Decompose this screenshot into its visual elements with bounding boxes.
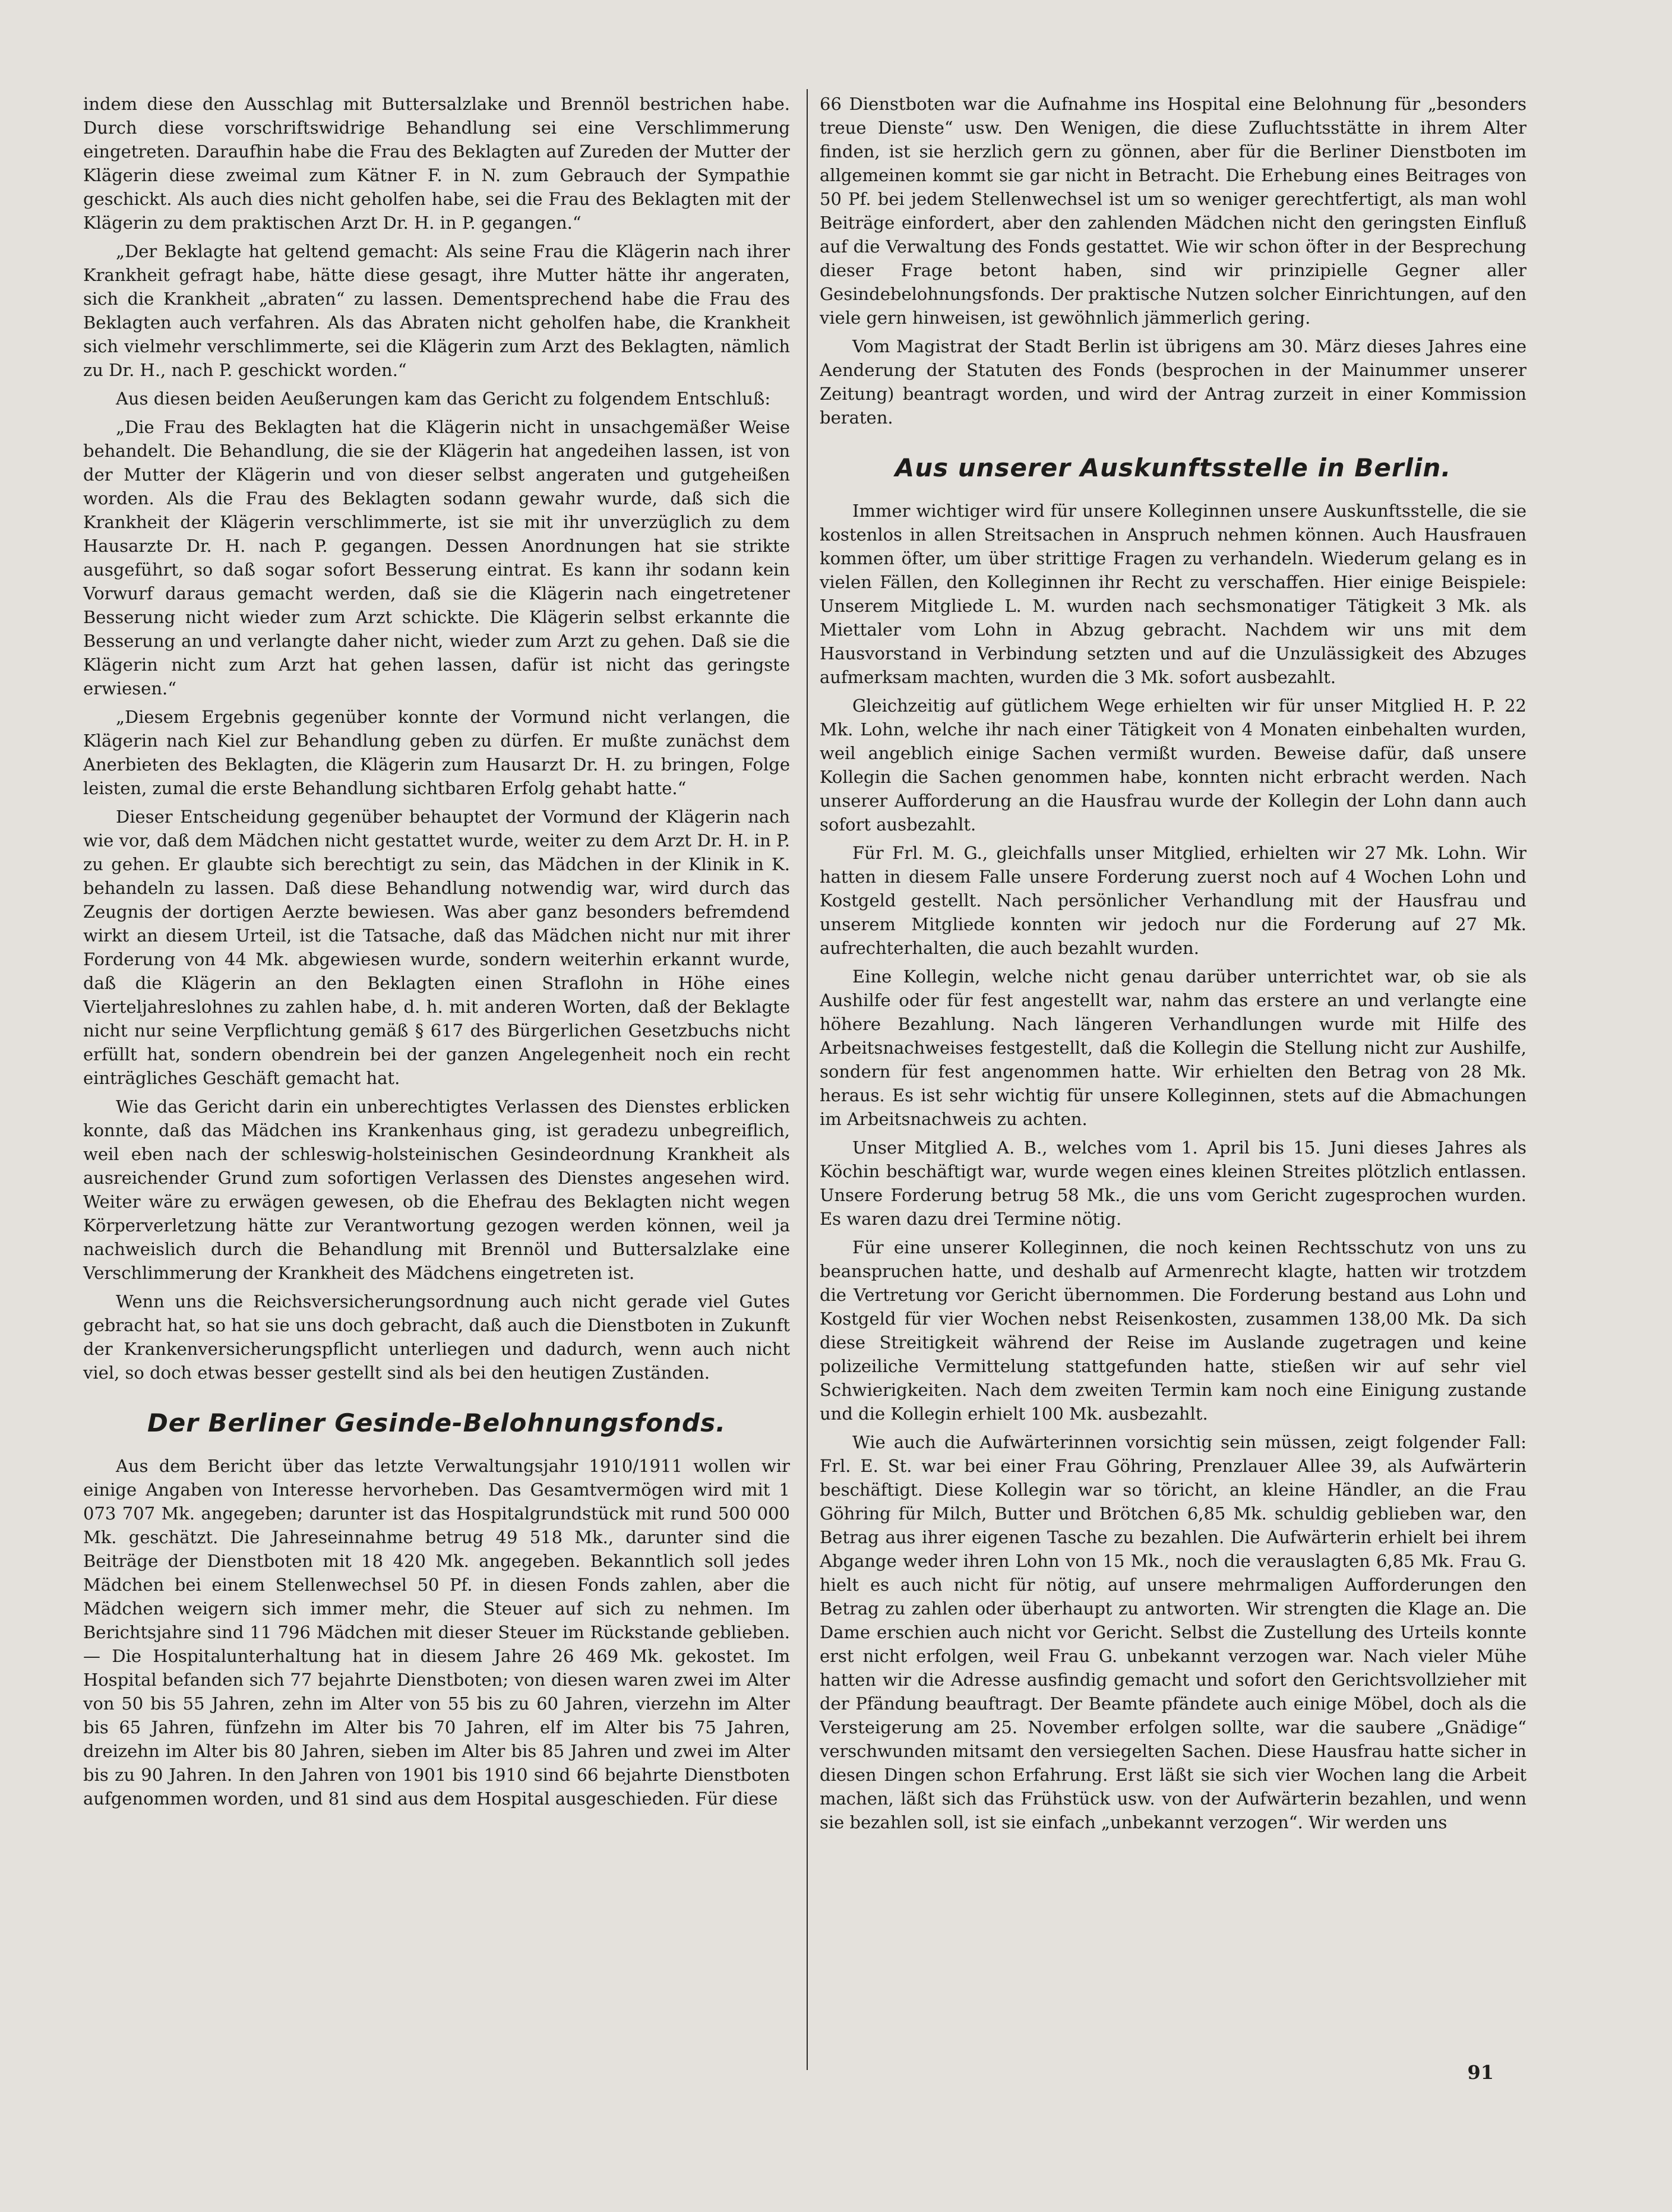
paragraph: Immer wichtiger wird für unsere Kolleginnen unsere Auskunftsstelle, die sie kostenlos in allen Streitsachen in Anspruch nehmen können. Auch Hausfrauen kommen öfter, um über strittige Fragen zu verhandeln. Wiederum gelang es in vielen Fällen, den Kolleginnen ihr Recht zu verschaffen. Hier einige Beispiele: Unserem Mitgliede L. M. wurden nach sechsmonatiger Tätigkeit 3 Mk. als Miettaler vom Lohn in Abzug gebracht. Nachdem wir uns mit dem Hausvorstand in Verbindung setzten und auf die Unzulässigkeit des Abzuges aufmerksam machten, wurden die 3 Mk. sofort ausbezahlt. xyxy=(820,501,1526,687)
paragraph: Wie auch die Aufwärterinnen vorsichtig sein müssen, zeigt folgender Fall: Frl. E. St. war bei einer Frau Göhring, Prenzlauer Allee 39, als Aufwärterin beschäftigt. Diese Kollegin war so töricht, an kleine Händler, an die Frau Göhring für Milch, Butter und Brötchen 6,85 Mk. schuldig geblieben war, den Betrag aus ihrer eigenen Tasche zu bezahlen. Die Aufwärterin erhielt bei ihrem Abgange weder ihren Lohn von 15 Mk., noch die verauslagten 6,85 Mk. Frau G. hielt es auch nicht für nötig, auf unsere mehrmaligen Aufforderungen den Betrag zu zahlen oder überhaupt zu antworten. Wir strengten die Klage an. Die Dame erschien auch nicht vor Gericht. Selbst die Zustellung des Urteils konnte erst nicht erfolgen, weil Frau G. unbekannt verzogen war. Nach vieler Mühe hatten wir die Adresse ausfindig gemacht und sofort den Gerichtsvollzieher mit der Pfändung beauftragt. Der Beamte pfändete auch einige Möbel, doch als die Versteigerung am 25. November erfolgen sollte, war die saubere „Gnädige“ verschwunden mitsamt den versiegelten Sachen. Diese Hausfrau hatte sicher in diesen Dingen schon Erfahrung. Erst läßt sie sich vier Wochen lang die Arbeit machen, läßt sich das Frühstück usw. von der Aufwärterin bezahlen, und wenn sie bezahlen soll, ist sie einfach „unbekannt verzogen“. Wir werden uns xyxy=(820,1432,1526,1832)
section-heading: Der Berliner Gesinde-Belohnungsfonds. xyxy=(147,1408,726,1437)
paragraph: „Der Beklagte hat geltend gemacht: Als seine Frau die Klägerin nach ihrer Krankheit gefragt habe, hätte diese gesagt, ihre Mutter hätte ihr angeraten, sich die Krankheit „abraten“ zu lassen. Dementsprechend habe die Frau des Beklagten auch verfahren. Als das Abraten nicht geholfen habe, die Krankheit sich vielmehr verschlimmerte, sei die Klägerin zum Arzt des Beklagten, nämlich zu Dr. H., nach P. geschickt worden.“ xyxy=(83,241,790,380)
paragraph: Vom Magistrat der Stadt Berlin ist übrigens am 30. März dieses Jahres eine Aenderung der Statuten des Fonds (besprochen in der Mainummer unserer Zeitung) beantragt worden, und wird der Antrag zurzeit in einer Kommission beraten. xyxy=(820,336,1526,428)
paragraph: Unser Mitglied A. B., welches vom 1. April bis 15. Juni dieses Jahres als Köchin beschäftigt war, wurde wegen eines kleinen Streites plötzlich entlassen. Unsere Forderung betrug 58 Mk., die uns vom Gericht zugesprochen wurden. Es waren dazu drei Termine nötig. xyxy=(820,1137,1526,1229)
section-heading: Aus unserer Auskunftsstelle in Berlin. xyxy=(895,453,1452,482)
paragraph: Aus dem Bericht über das letzte Verwaltungsjahr 1910/1911 wollen wir einige Angaben von Interesse hervorheben. Das Gesamtvermögen wird mit 1 073 707 Mk. angegeben; darunter ist das Hospitalgrundstück mit rund 500 000 Mk. geschätzt. Die Jahreseinnahme betrug 49 518 Mk., darunter sind die Beiträge der Dienstboten mit 18 420 Mk. angegeben. Bekanntlich soll jedes Mädchen bei einem Stellenwechsel 50 Pf. in diesen Fonds zahlen, aber die Mädchen weigern sich immer mehr, die Steuer auf sich zu nehmen. Im Berichtsjahre sind 11 796 Mädchen mit dieser Steuer im Rückstande geblieben. — Die Hospitalunterhaltung hat in diesem Jahre 26 469 Mk. gekostet. Im Hospital befanden sich 77 bejahrte Dienstboten; von diesen waren zwei im Alter von 50 bis 55 Jahren, zehn im Alter von 55 bis zu 60 Jahren, vierzehn im Alter bis 65 Jahren, fünfzehn im Alter bis 70 Jahren, elf im Alter bis 75 Jahren, dreizehn im Alter bis 80 Jahren, sieben im Alter bis 85 Jahren und zwei im Alter bis zu 90 Jahren. In den Jahren von 1901 bis 1910 sind 66 bejahrte Dienstboten aufgenommen worden, und 81 sind aus dem Hospital ausgeschieden. Für diese xyxy=(83,1456,790,1809)
paragraph: Aus diesen beiden Aeußerungen kam das Gericht zu folgendem Entschluß: xyxy=(116,388,771,409)
paragraph: Eine Kollegin, welche nicht genau darüber unterrichtet war, ob sie als Aushilfe oder für fest angestellt war, nahm das erstere an und verlangte eine höhere Bezahlung. Nach längeren Verhandlungen wurde mit Hilfe des Arbeitsnachweises festgestellt, daß die Kollegin die Stellung nicht zur Aushilfe, sondern für fest angenommen hatte. Wir erhielten den Betrag von 28 Mk. heraus. Es ist sehr wichtig für unsere Kolleginnen, stets auf die Abmachungen im Arbeitsnachweis zu achten. xyxy=(820,966,1526,1129)
paragraph: 66 Dienstboten war die Aufnahme ins Hospital eine Belohnung für „besonders treue Dienste“ usw. Den Wenigen, die diese Zufluchtsstätte in ihrem Alter finden, ist sie herzlich gern zu gönnen, aber für die Berliner Dienstboten im allgemeinen kommt sie gar nicht in Betracht. Die Erhebung eines Beitrages von 50 Pf. bei jedem Stellenwechsel ist um so weniger gerechtfertigt, als man wohl Beiträge einfordert, aber den zahlenden Mädchen nicht den geringsten Einfluß auf die Verwaltung des Fonds gestattet. Wie wir schon öfter in der Besprechung dieser Frage betont haben, sind wir prinzipielle Gegner aller Gesindebelohnungsfonds. Der praktische Nutzen solcher Einrichtungen, auf den viele gern hinweisen, ist gewöhnlich jämmerlich gering. xyxy=(820,94,1526,328)
paragraph: Für Frl. M. G., gleichfalls unser Mitglied, erhielten wir 27 Mk. Lohn. Wir hatten in diesem Falle unsere Forderung zuerst noch auf 4 Wochen Lohn und Kostgeld gestellt. Nach persönlicher Verhandlung mit der Hausfrau und unserem Mitgliede konnten wir jedoch nur die Forderung auf 27 Mk. aufrechterhalten, die auch bezahlt wurden. xyxy=(820,843,1526,958)
paragraph: Wenn uns die Reichsversicherungsordnung auch nicht gerade viel Gutes gebracht hat, so hat sie uns doch gebracht, daß auch die Dienstboten in Zukunft der Krankenversicherungspflicht unterliegen und dadurch, wenn auch nicht viel, so doch etwas besser gestellt sind als bei den heutigen Zuständen. xyxy=(83,1291,790,1383)
page-number: 91 xyxy=(1467,2061,1494,2084)
column-divider xyxy=(807,89,808,2070)
paragraph: Dieser Entscheidung gegenüber behauptet der Vormund der Klägerin nach wie vor, daß dem Mädchen nicht gestattet wurde, weiter zu dem Arzt Dr. H. in P. zu gehen. Er glaubte sich berechtigt zu sein, das Mädchen in der Klinik in K. behandeln zu lassen. Daß diese Behandlung notwendig war, wird durch das Zeugnis der dortigen Aerzte bewiesen. Was aber ganz besonders befremdend wirkt an diesem Urteil, ist die Tatsache, daß das Mädchen nicht nur mit ihrer Forderung von 44 Mk. abgewiesen wurde, sondern weiterhin erkannt wurde, daß die Klägerin an den Beklagten einen Straflohn in Höhe eines Vierteljahreslohnes zu zahlen habe, d. h. mit anderen Worten, daß der Beklagte nicht nur seine Verpflichtung gemäß § 617 des Bürgerlichen Gesetzbuchs nicht erfüllt hat, sondern obendrein bei der ganzen Angelegenheit noch ein recht einträgliches Geschäft gemacht hat. xyxy=(83,807,790,1088)
paragraph: Für eine unserer Kolleginnen, die noch keinen Rechtsschutz von uns zu beanspruchen hatte, und deshalb auf Armenrecht klagte, hatten wir trotzdem die Vertretung vor Gericht übernommen. Die Forderung bestand aus Lohn und Kostgeld für vier Wochen nebst Reisenkosten, zusammen 138,00 Mk. Da sich diese Streitigkeit während der Reise im Auslande zugetragen und keine polizeiliche Vermittelung stattgefunden hatte, stießen wir auf sehr viel Schwierigkeiten. Nach dem zweiten Termin kam noch eine Einigung zustande und die Kollegin erhielt 100 Mk. ausbezahlt. xyxy=(820,1237,1526,1424)
paragraph: Wie das Gericht darin ein unberechtigtes Verlassen des Dienstes erblicken konnte, daß das Mädchen ins Krankenhaus ging, ist geradezu unbegreiflich, weil eben nach der schleswig-holsteinischen Gesindeordnung Krankheit als ausreichender Grund zum sofortigen Verlassen des Dienstes angesehen wird. Weiter wäre zu erwägen gewesen, ob die Ehefrau des Beklagten nicht wegen Körperverletzung hätte zur Verantwortung gezogen werden können, weil ja nachweislich durch die Behandlung mit Brennöl und Buttersalzlake eine Verschlimmerung der Krankheit des Mädchens eingetreten ist. xyxy=(83,1096,790,1283)
right-column xyxy=(820,92,1526,1839)
paragraph: „Diesem Ergebnis gegenüber konnte der Vormund nicht verlangen, die Klägerin nach Kiel zur Behandlung geben zu dürfen. Er mußte zunächst dem Anerbieten des Beklagten, die Klägerin zum Hausarzt Dr. H. zu bringen, Folge leisten, zumal die erste Behandlung sichtbaren Erfolg gehabt hatte.“ xyxy=(83,707,790,798)
paragraph: indem diese den Ausschlag mit Buttersalzlake und Brennöl bestrichen habe. Durch diese vorschriftswidrige Behandlung sei eine Verschlimmerung eingetreten. Daraufhin habe die Frau des Beklagten auf Zureden der Mutter der Klägerin diese zweimal zum Kätner F. in N. zum Gebrauch der Sympathie geschickt. Als auch dies nicht geholfen habe, sei die Frau des Beklagten mit der Klägerin zu dem praktischen Arzt Dr. H. in P. gegangen.“ xyxy=(83,94,790,233)
paragraph: „Die Frau des Beklagten hat die Klägerin nicht in unsachgemäßer Weise behandelt. Die Behandlung, die sie der Klägerin hat angedeihen lassen, ist von der Mutter der Klägerin und von dieser selbst angeraten und gutgeheißen worden. Als die Frau des Beklagten sodann gewahr wurde, daß sich die Krankheit der Klägerin verschlimmerte, ist sie mit ihr unverzüglich zu dem Hausarzte Dr. H. nach P. gegangen. Dessen Anordnungen hat sie strikte ausgeführt, so daß sogar sofort Besserung eintrat. Es kann ihr sodann kein Vorwurf daraus gemacht werden, daß sie die Klägerin nach eingetretener Besserung nicht wieder zum Arzt schickte. Die Klägerin selbst erkannte die Besserung an und verlangte daher nicht, wieder zum Arzt zu gehen. Daß sie die Klägerin nicht zum Arzt hat gehen lassen, dafür ist nicht das geringste erwiesen.“ xyxy=(83,417,790,699)
paragraph: Gleichzeitig auf gütlichem Wege erhielten wir für unser Mitglied H. P. 22 Mk. Lohn, welche ihr nach einer Tätigkeit von 4 Monaten einbehalten wurden, weil angeblich einige Sachen vermißt wurden. Beweise dafür, daß unsere Kollegin die Sachen genommen habe, konnten nicht erbracht werden. Nach unserer Aufforderung an die Hausfrau wurde der Kollegin der Lohn dann auch sofort ausbezahlt. xyxy=(820,696,1526,835)
left-column xyxy=(83,92,790,1815)
